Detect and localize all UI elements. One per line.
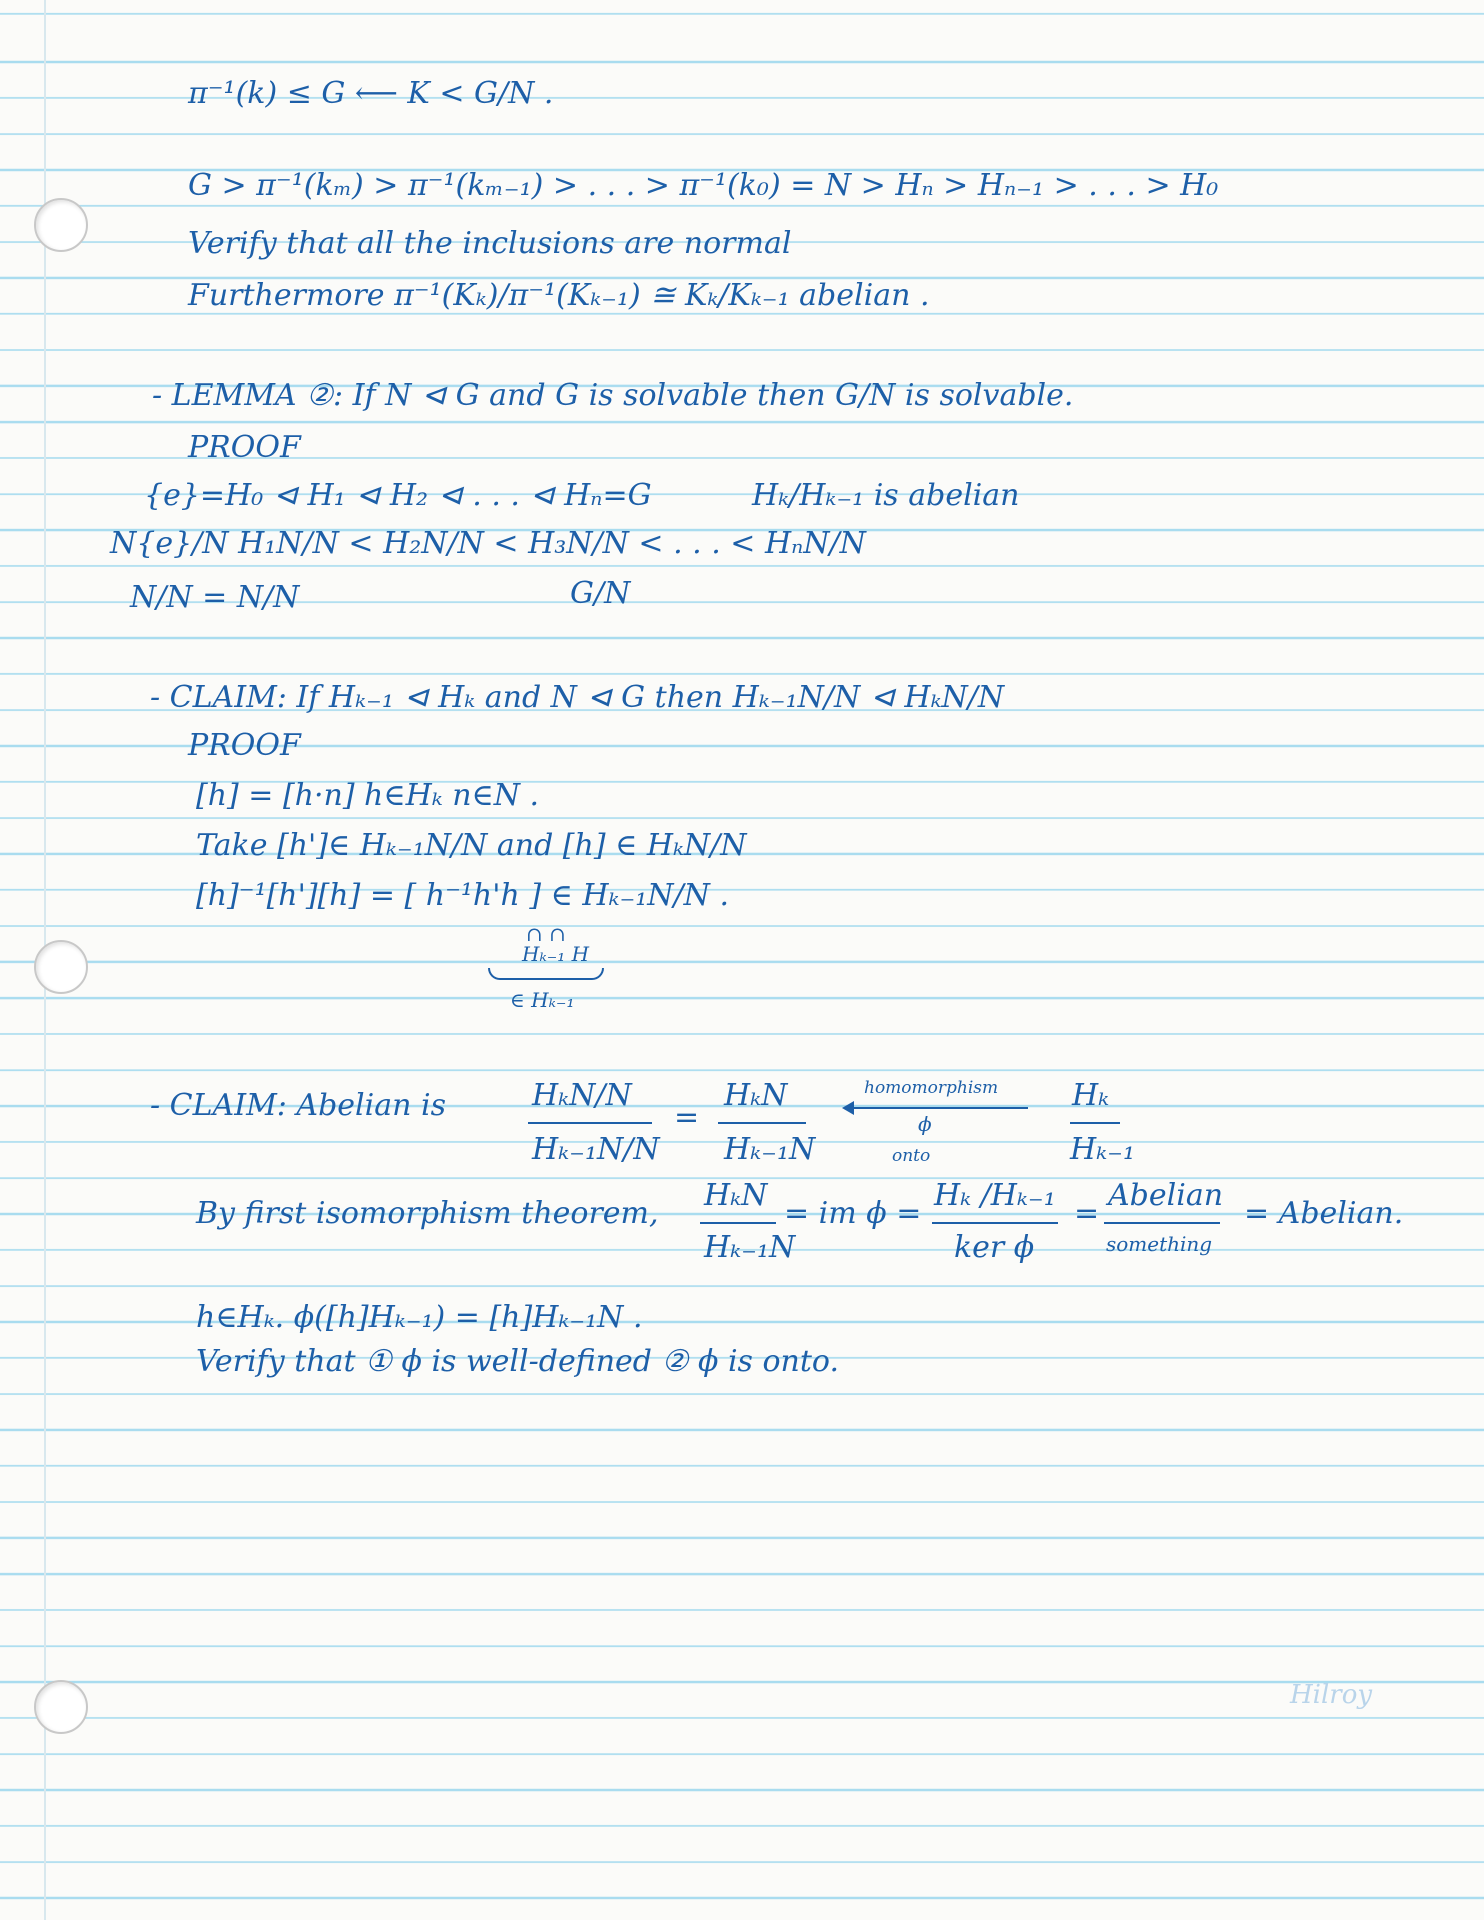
fraction-4-denominator: Hₖ₋₁N [704,1230,796,1265]
underbrace [488,968,604,980]
phi-definition: h∈Hₖ. ϕ([h]Hₖ₋₁) = [h]Hₖ₋₁N . [196,1300,643,1335]
take-elements: Take [h']∈ Hₖ₋₁N/N and [h] ∈ HₖN/N [196,828,747,863]
fraction-1-numerator: HₖN/N [532,1078,632,1113]
g-over-n: G/N [570,576,631,611]
first-isomorphism-line: By first isomorphism theorem, [196,1196,659,1231]
fraction-5-numerator: Hₖ /Hₖ₋₁ [934,1178,1056,1213]
line-preimage: π⁻¹(k) ≤ G ⟵ K < G/N . [188,76,554,111]
fraction-1-denominator: Hₖ₋₁N/N [532,1132,660,1167]
fraction-2-numerator: HₖN [724,1078,788,1113]
punch-hole-top [34,198,88,252]
equals-sign-2: = [1074,1196,1100,1231]
punch-hole-middle [34,940,88,994]
fraction-4-numerator: HₖN [704,1178,768,1213]
fraction-5-bar [932,1222,1058,1224]
trivial-quotient: N/N = N/N [130,580,300,615]
fraction-3-numerator: Hₖ [1072,1078,1110,1113]
fraction-1-bar [528,1122,652,1124]
fraction-3-denominator: Hₖ₋₁ [1070,1132,1135,1167]
fraction-5-denominator: ker ϕ [954,1230,1035,1265]
inclusion-labels: Hₖ₋₁ H [522,942,590,966]
proof-label-1: PROOF [188,430,301,465]
claim-2-heading: - CLAIM: Abelian is [150,1088,446,1123]
final-abelian: = Abelian. [1244,1196,1404,1231]
punch-hole-bottom [34,1680,88,1734]
fraction-2-bar [718,1122,806,1124]
fraction-4-bar [700,1222,776,1224]
onto-label: onto [892,1146,931,1166]
proof-label-2: PROOF [188,728,301,763]
verify-phi: Verify that ① ϕ is well-defined ② ϕ is onto. [196,1344,839,1379]
homomorphism-arrow [848,1107,1028,1109]
fraction-3-bar [1070,1122,1120,1124]
membership-note: ∈ Hₖ₋₁ [510,988,575,1012]
fraction-6-denominator: something [1106,1232,1213,1256]
inclusion-marks: ∩ ∩ [526,922,566,946]
coset-definition: [h] = [h·n] h∈Hₖ n∈N . [196,778,540,813]
line-furthermore: Furthermore π⁻¹(Kₖ)/π⁻¹(Kₖ₋₁) ≅ Kₖ/Kₖ₋₁ abelian . [188,278,930,313]
phi-label: ϕ [918,1112,932,1136]
line-chain: G > π⁻¹(kₘ) > π⁻¹(kₘ₋₁) > . . . > π⁻¹(k₀) = N > Hₙ > Hₙ₋₁ > . . . > H₀ [188,168,1219,203]
arrow-head [842,1101,854,1115]
claim-1-heading: - CLAIM: If Hₖ₋₁ ⊲ Hₖ and N ⊲ G then Hₖ₋₁N/N ⊲ HₖN/N [150,680,1005,715]
fraction-6-numerator: Abelian [1108,1178,1224,1213]
equals-sign-1: = [674,1100,700,1135]
line-verify-normal: Verify that all the inclusions are normal [188,226,792,261]
abelian-quotient-note: Hₖ/Hₖ₋₁ is abelian [752,478,1020,513]
fraction-6-bar [1104,1222,1220,1224]
quotient-series: N{e}/N H₁N/N < H₂N/N < H₃N/N < . . . < HₙN/N [110,526,866,561]
subgroup-series: {e}=H₀ ⊲ H₁ ⊲ H₂ ⊲ . . . ⊲ Hₙ=G [144,478,652,513]
conjugation-line: [h]⁻¹[h'][h] = [ h⁻¹h'h ] ∈ Hₖ₋₁N/N . [196,878,729,913]
homomorphism-label: homomorphism [864,1078,999,1098]
fraction-2-denominator: Hₖ₋₁N [724,1132,816,1167]
brand-logo: Hilroy [1290,1680,1373,1710]
lemma-heading: - LEMMA ②: If N ⊲ G and G is solvable then G/N is solvable. [152,378,1074,413]
image-of-phi: = im ϕ = [784,1196,922,1231]
